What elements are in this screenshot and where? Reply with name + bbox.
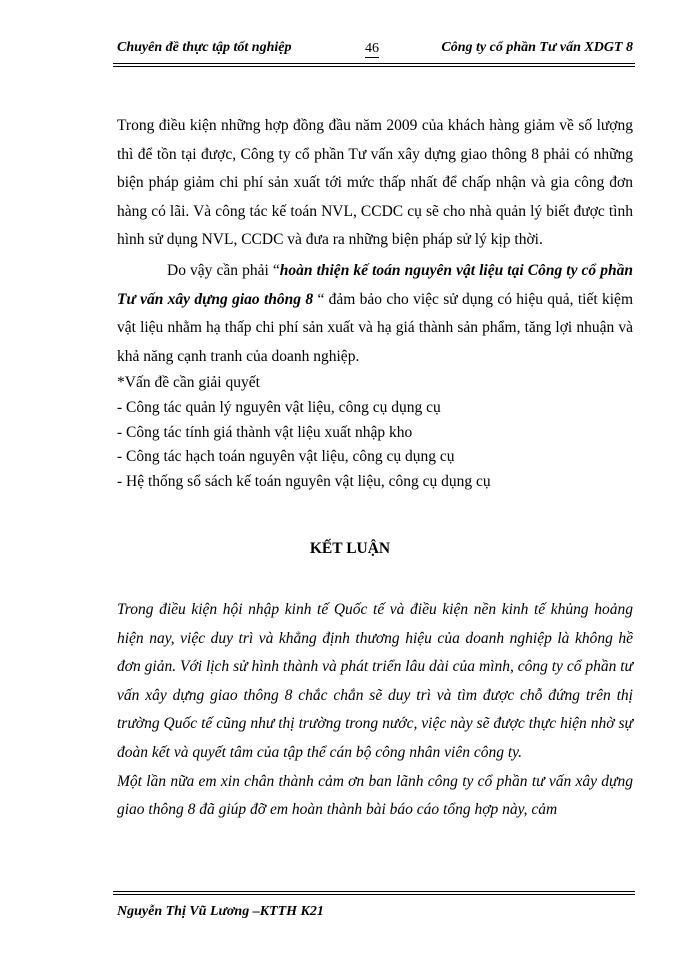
footer-author: Nguyễn Thị Vũ Lương –KTTH K21 [117,904,324,919]
issues-heading: *Vấn đề cần giải quyết [117,374,260,392]
issue-item: - Công tác quản lý nguyên vật liệu, công cụ dụng cụ [117,398,441,416]
para2-pre: Do vậy cần phải “ [167,261,280,279]
header-company: Công ty cổ phần Tư vấn XDGT 8 [441,40,633,55]
body-paragraph-1: Trong điều kiện những hợp đồng đầu năm 2009 của khách hàng giảm về số lượng thì để tồn tại được, Công ty cổ phần Tư vấn xây dựng giao thông 8 phải có những biện pháp giảm chi phí sản xuất tới mức thấp nhất để chấp nhận và gia công đơn hàng có lãi. Và công tác kế toán NVL, CCDC cụ sẽ cho nhà quản lý biết được tình hình sử dụng NVL, CCDC và đưa ra những biện pháp sử lý kịp thời. [117,117,633,249]
conclusion-body [117,596,633,825]
page-number: 46 [365,41,379,56]
page-header [117,40,633,60]
header-title: Chuyên đề thực tập tốt nghiệp [117,40,292,55]
issue-item: - Hệ thống sổ sách kế toán nguyên vật liệu, công cụ dụng cụ [117,472,491,490]
conclusion-paragraph-2: Một lần nữa em xin chân thành cảm ơn ban lãnh công ty cổ phần tư vấn xây dựng giao thông 8 đã giúp đỡ em hoàn thành bài báo cáo tổng hợp này, cảm [117,772,633,819]
issue-item: - Công tác hạch toán nguyên vật liệu, công cụ dụng cụ [117,448,455,466]
body-paragraph-2 [117,257,633,371]
conclusion-title: KẾT LUẬN [309,540,391,557]
header-rule [113,63,635,67]
para2-emphasis: hoàn thiện kế toán nguyên vật liệu tại Công ty cổ phần Tư vấn xây dựng giao thông 8 [117,261,634,308]
conclusion-paragraph-1: Trong điều kiện hội nhập kinh tế Quốc tế và điều kiện nền kinh tế khủng hoảng hiện nay, việc duy trì và khẳng định thương hiệu của doanh nghiệp là không hề đơn giản. Với lịch sử hình thành và phát triển lâu dài của mình, công ty cổ phần tư vấn xây dựng giao thông 8 chắc chắn sẽ duy trì và tìm được chỗ đứng trên thị trường Quốc tế cũng như thị trường trong nước, việc này sẽ được thực hiện nhờ sự đoàn kết và quyết tâm của tập thể cán bộ công nhân viên công ty. [117,601,633,761]
issue-item: - Công tác tính giá thành vật liệu xuất nhập kho [117,423,413,441]
para2-post: “ đảm bảo cho việc sử dụng có hiệu quả, tiết kiệm vật liệu nhằm hạ thấp chi phí sản xuất và hạ giá thành sản phẩm, tăng lợi nhuận và khả năng cạnh tranh của doanh nghiệp. [117,290,633,365]
main-body [117,112,633,494]
footer-rule [113,891,635,895]
